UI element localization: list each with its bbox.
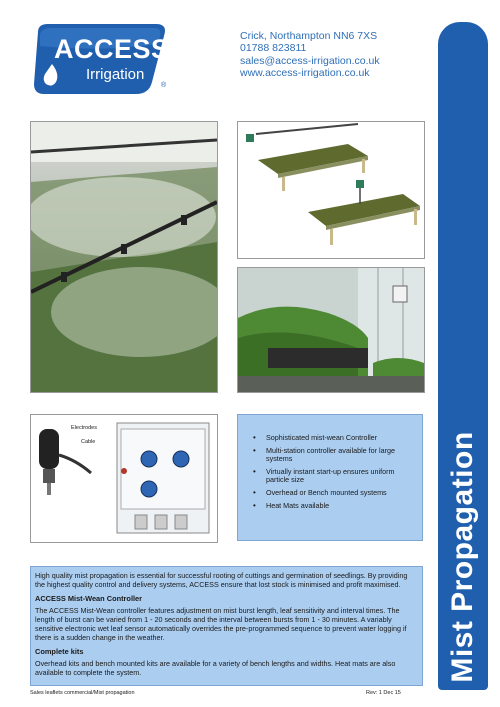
features-list xyxy=(238,415,422,510)
title-sidebar xyxy=(438,22,488,690)
controller-paragraph: The ACCESS Mist-Wean controller features adjustment on mist burst length, leaf sensitivity and interval times. The length of burst can be varied from 1 - 20 seconds and the interval between bursts from 1 - 30 minutes. A variably sensitive electronic wet leaf sensor automatically overrides the pre-programmed sequence to prevent water logging if there is a sudden change in the weather. xyxy=(35,606,407,642)
kits-paragraph: Overhead kits and bench mounted kits are available for a variety of bench lengths and widths. Heat mats are also available to complete the system. xyxy=(35,659,396,678)
feature-item: • Heat Mats available xyxy=(250,502,416,511)
feature-item: • Virtually instant start-up ensures uniform particle size xyxy=(250,468,416,485)
logo-brand: ACCESS xyxy=(54,34,170,64)
seedlings-greenhouse-photo xyxy=(237,267,425,393)
contact-address: Crick, Northampton NN6 7XS xyxy=(240,30,378,42)
feature-item: • Overhead or Bench mounted systems xyxy=(250,489,416,498)
contact-phone: 01788 823811 xyxy=(240,42,307,55)
footer-document-path: Sales leaflets commercial/Mist propagation xyxy=(30,690,135,696)
greenhouse-mist-photo xyxy=(30,121,218,393)
cable-label: Cable xyxy=(81,439,96,445)
feature-item: • Sophisticated mist-wean Controller xyxy=(250,434,416,443)
logo-product: Irrigation xyxy=(86,66,145,83)
access-irrigation-logo xyxy=(30,22,170,98)
description-box xyxy=(30,566,423,686)
page-title: Mist Propagation xyxy=(446,431,479,683)
electrodes-label: Electrodes xyxy=(71,425,97,431)
kits-heading: Complete kits xyxy=(35,646,84,656)
mist-wean-controller-photo xyxy=(30,414,218,543)
feature-item: • Multi-station controller available for large systems xyxy=(250,447,416,464)
contact-website[interactable]: www.access-irrigation.co.uk xyxy=(240,67,370,80)
controller-heading: ACCESS Mist-Wean Controller xyxy=(35,593,143,603)
bench-mist-system-diagram xyxy=(237,121,425,259)
contact-email[interactable]: sales@access-irrigation.co.uk xyxy=(240,54,380,67)
intro-paragraph: High quality mist propagation is essential for successful rooting of cuttings and germination of seedlings. By providing the highest quality control and delivery systems, ACCESS ensure that lost stock is minimised and profit maximised. xyxy=(35,571,408,589)
features-box xyxy=(237,414,423,541)
logo-registered-mark: ® xyxy=(161,82,167,89)
footer-revision: Rev: 1 Dec 15 xyxy=(366,690,401,696)
contact-details xyxy=(240,30,380,80)
